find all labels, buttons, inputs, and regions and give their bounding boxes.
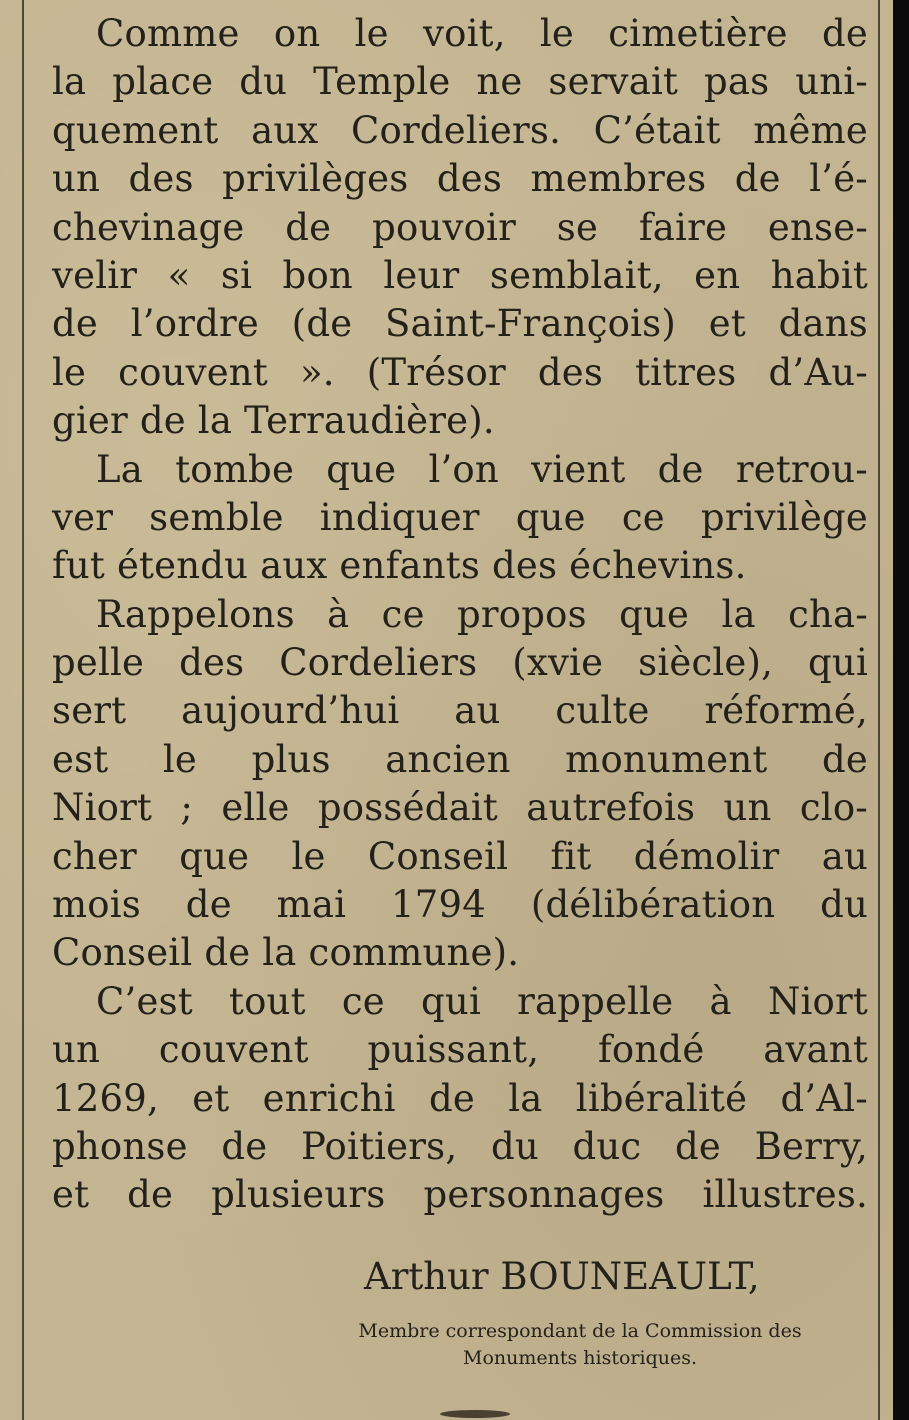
text-line: cher que le Conseil fit démolir au [52, 834, 868, 878]
text-line: C’est tout ce qui rappelle à Niort [96, 979, 868, 1023]
text-line: Comme on le voit, le cimetière de [96, 12, 868, 55]
text-line: le couvent ». (Trésor des titres d’Au- [52, 350, 868, 394]
bottom-ornament [440, 1410, 510, 1418]
article-body [52, 10, 868, 1220]
text-line: Rappelons à ce propos que la cha- [96, 592, 868, 636]
text-line: un des privilèges des membres de l’é- [52, 157, 868, 201]
text-line: sert aujourd’hui au culte réformé, [52, 689, 868, 733]
text-line: de l’ordre (de Saint-François) et dans [52, 302, 868, 346]
text-line: fut étendu aux enfants des échevins. [52, 544, 747, 588]
text-line: mois de mai 1794 (délibération du [52, 883, 868, 927]
text-line: un couvent puissant, fondé avant [52, 1028, 868, 1072]
text-line: La tombe que l’on vient de retrou- [96, 447, 868, 491]
text-line: et de plusieurs personnages illustres. [52, 1173, 868, 1217]
text-line: Conseil de la commune). [52, 931, 520, 975]
column-rule-left [22, 0, 24, 1420]
text-line: chevinage de pouvoir se faire ense- [52, 205, 868, 249]
text-line: ver semble indiquer que ce privilège [52, 495, 868, 539]
author-credit [260, 1318, 893, 1372]
text-line: phonse de Poitiers, du duc de Berry, [52, 1124, 868, 1168]
scan-edge [893, 0, 909, 1420]
author-signature: Arthur BOUNEAULT, [364, 1255, 760, 1298]
text-line: Niort ; elle possédait autrefois un clo- [52, 786, 868, 830]
text-line: pelle des Cordeliers (xvie siècle), qui [52, 641, 868, 685]
credit-line: Monuments historiques. [462, 1347, 698, 1369]
text-line: la place du Temple ne servait pas uni- [52, 60, 868, 104]
text-line: gier de la Terraudière). [52, 399, 495, 443]
text-line: 1269, et enrichi de la libéralité d’Al- [52, 1076, 868, 1120]
credit-line: Membre correspondant de la Commission des [358, 1320, 802, 1342]
text-line: quement aux Cordeliers. C’était même [52, 108, 868, 152]
text-line: velir « si bon leur semblait, en habit [52, 253, 868, 297]
text-line: est le plus ancien monument de [52, 737, 868, 781]
column-rule-right [878, 0, 880, 1420]
